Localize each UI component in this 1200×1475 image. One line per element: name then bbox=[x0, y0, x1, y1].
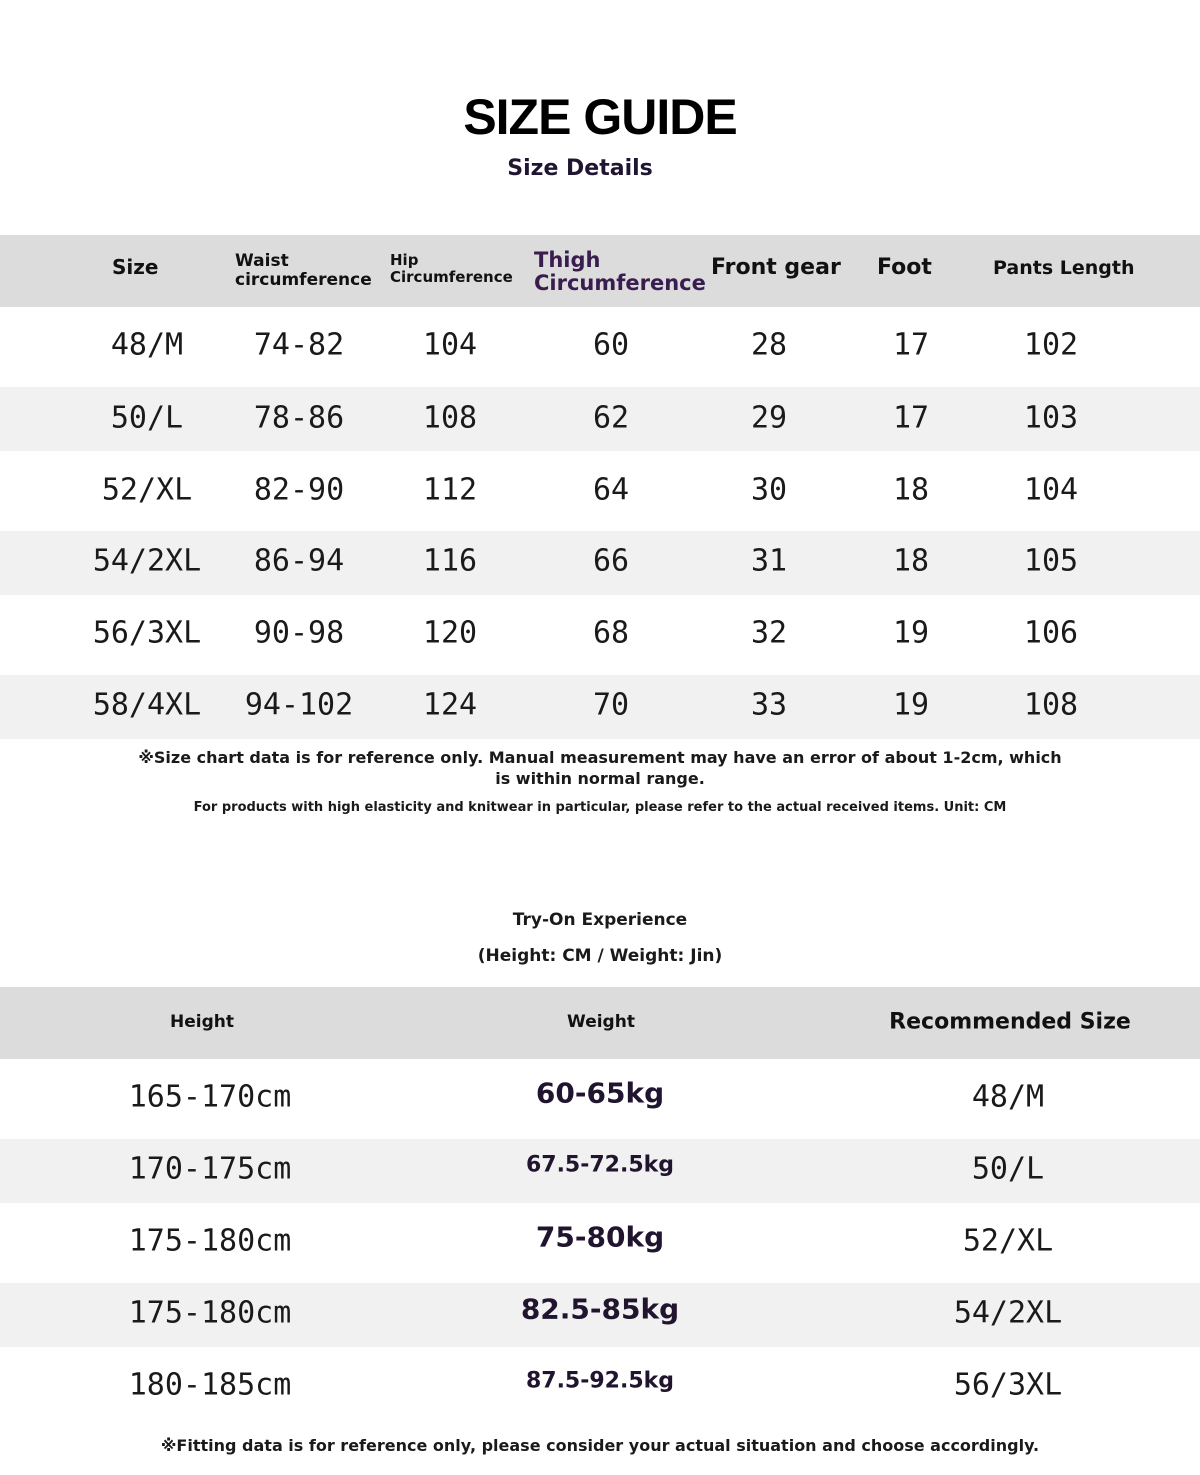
size-note-line3: For products with high elasticity and knitwear in particular, please refer to the actual received items. Unit: CM bbox=[193, 800, 1007, 815]
page-subtitle: Size Details bbox=[507, 156, 653, 181]
size-table-cell: 48/M bbox=[110, 327, 184, 363]
size-table-cell: 56/3XL bbox=[92, 615, 202, 651]
size-table-cell: 18 bbox=[892, 543, 930, 579]
size-table-cell: 30 bbox=[750, 472, 788, 508]
tryon-units: (Height: CM / Weight: Jin) bbox=[477, 946, 723, 966]
size-note-line1: ※Size chart data is for reference only. Manual measurement may have an error of about 1-2cm, which bbox=[138, 748, 1062, 767]
size-note-line2: is within normal range. bbox=[495, 769, 705, 788]
tryon-footnote: ※Fitting data is for reference only, please consider your actual situation and choose accordingly. bbox=[160, 1436, 1040, 1455]
size-table-cell: 19 bbox=[892, 615, 930, 651]
size-header-cell: Pants Length bbox=[993, 257, 1135, 279]
tryon-weight-cell: 87.5-92.5kg bbox=[525, 1368, 675, 1394]
size-table-cell: 102 bbox=[1023, 327, 1079, 363]
size-table-cell: 33 bbox=[750, 687, 788, 723]
size-table-cell: 86-94 bbox=[253, 543, 345, 579]
tryon-height-cell: 175-180cm bbox=[128, 1223, 292, 1259]
page-title: SIZE GUIDE bbox=[463, 89, 737, 145]
size-table-cell: 32 bbox=[750, 615, 788, 651]
size-table-cell: 124 bbox=[422, 687, 478, 723]
size-table-cell: 28 bbox=[750, 327, 788, 363]
size-table-cell: 18 bbox=[892, 472, 930, 508]
tryon-header-cell: Weight bbox=[567, 1012, 635, 1032]
size-table-cell: 105 bbox=[1023, 543, 1079, 579]
size-header-cell: Size bbox=[112, 255, 159, 279]
tryon-size-cell: 54/2XL bbox=[953, 1295, 1063, 1331]
size-table-cell: 82-90 bbox=[253, 472, 345, 508]
size-table-cell: 70 bbox=[592, 687, 630, 723]
size-table-cell: 106 bbox=[1023, 615, 1079, 651]
size-table-cell: 120 bbox=[422, 615, 478, 651]
tryon-weight-cell: 67.5-72.5kg bbox=[525, 1152, 675, 1178]
size-table-cell: 108 bbox=[1023, 687, 1079, 723]
size-table-cell: 112 bbox=[422, 472, 478, 508]
size-table-cell: 78-86 bbox=[253, 400, 345, 436]
size-table-cell: 104 bbox=[422, 327, 478, 363]
size-table-cell: 17 bbox=[892, 400, 930, 436]
size-header-cell: Waist circumference bbox=[235, 251, 372, 290]
size-table-cell: 31 bbox=[750, 543, 788, 579]
tryon-weight-cell: 82.5-85kg bbox=[520, 1292, 680, 1326]
tryon-size-cell: 56/3XL bbox=[953, 1367, 1063, 1403]
tryon-size-cell: 48/M bbox=[971, 1079, 1045, 1115]
size-table-cell: 90-98 bbox=[253, 615, 345, 651]
tryon-height-cell: 175-180cm bbox=[128, 1295, 292, 1331]
tryon-title: Try-On Experience bbox=[512, 910, 688, 930]
tryon-height-cell: 180-185cm bbox=[128, 1367, 292, 1403]
tryon-size-cell: 50/L bbox=[971, 1151, 1045, 1187]
size-header-cell: Hip Circumference bbox=[390, 251, 513, 286]
size-table-cell: 103 bbox=[1023, 400, 1079, 436]
size-table-cell: 29 bbox=[750, 400, 788, 436]
tryon-header-cell: Recommended Size bbox=[889, 1009, 1131, 1035]
size-header-cell: Front gear bbox=[711, 255, 841, 280]
size-table-cell: 50/L bbox=[110, 400, 184, 436]
size-table-cell: 68 bbox=[592, 615, 630, 651]
size-table-cell: 104 bbox=[1023, 472, 1079, 508]
size-table-cell: 66 bbox=[592, 543, 630, 579]
size-table-cell: 54/2XL bbox=[92, 543, 202, 579]
size-header-cell: Thigh Circumference bbox=[534, 248, 706, 296]
size-table-cell: 19 bbox=[892, 687, 930, 723]
tryon-weight-cell: 75-80kg bbox=[535, 1220, 665, 1254]
tryon-height-cell: 170-175cm bbox=[128, 1151, 292, 1187]
size-table-cell: 116 bbox=[422, 543, 478, 579]
tryon-header-cell: Height bbox=[170, 1012, 234, 1032]
size-table-cell: 58/4XL bbox=[92, 687, 202, 723]
size-table-cell: 60 bbox=[592, 327, 630, 363]
size-table-cell: 62 bbox=[592, 400, 630, 436]
tryon-height-cell: 165-170cm bbox=[128, 1079, 292, 1115]
tryon-weight-cell: 60-65kg bbox=[535, 1076, 665, 1110]
size-table-cell: 64 bbox=[592, 472, 630, 508]
size-table-cell: 52/XL bbox=[101, 472, 193, 508]
size-table-cell: 17 bbox=[892, 327, 930, 363]
size-header-cell: Foot bbox=[877, 255, 932, 280]
size-table-cell: 94-102 bbox=[244, 687, 354, 723]
size-table-cell: 108 bbox=[422, 400, 478, 436]
size-table-cell: 74-82 bbox=[253, 327, 345, 363]
tryon-size-cell: 52/XL bbox=[962, 1223, 1054, 1259]
